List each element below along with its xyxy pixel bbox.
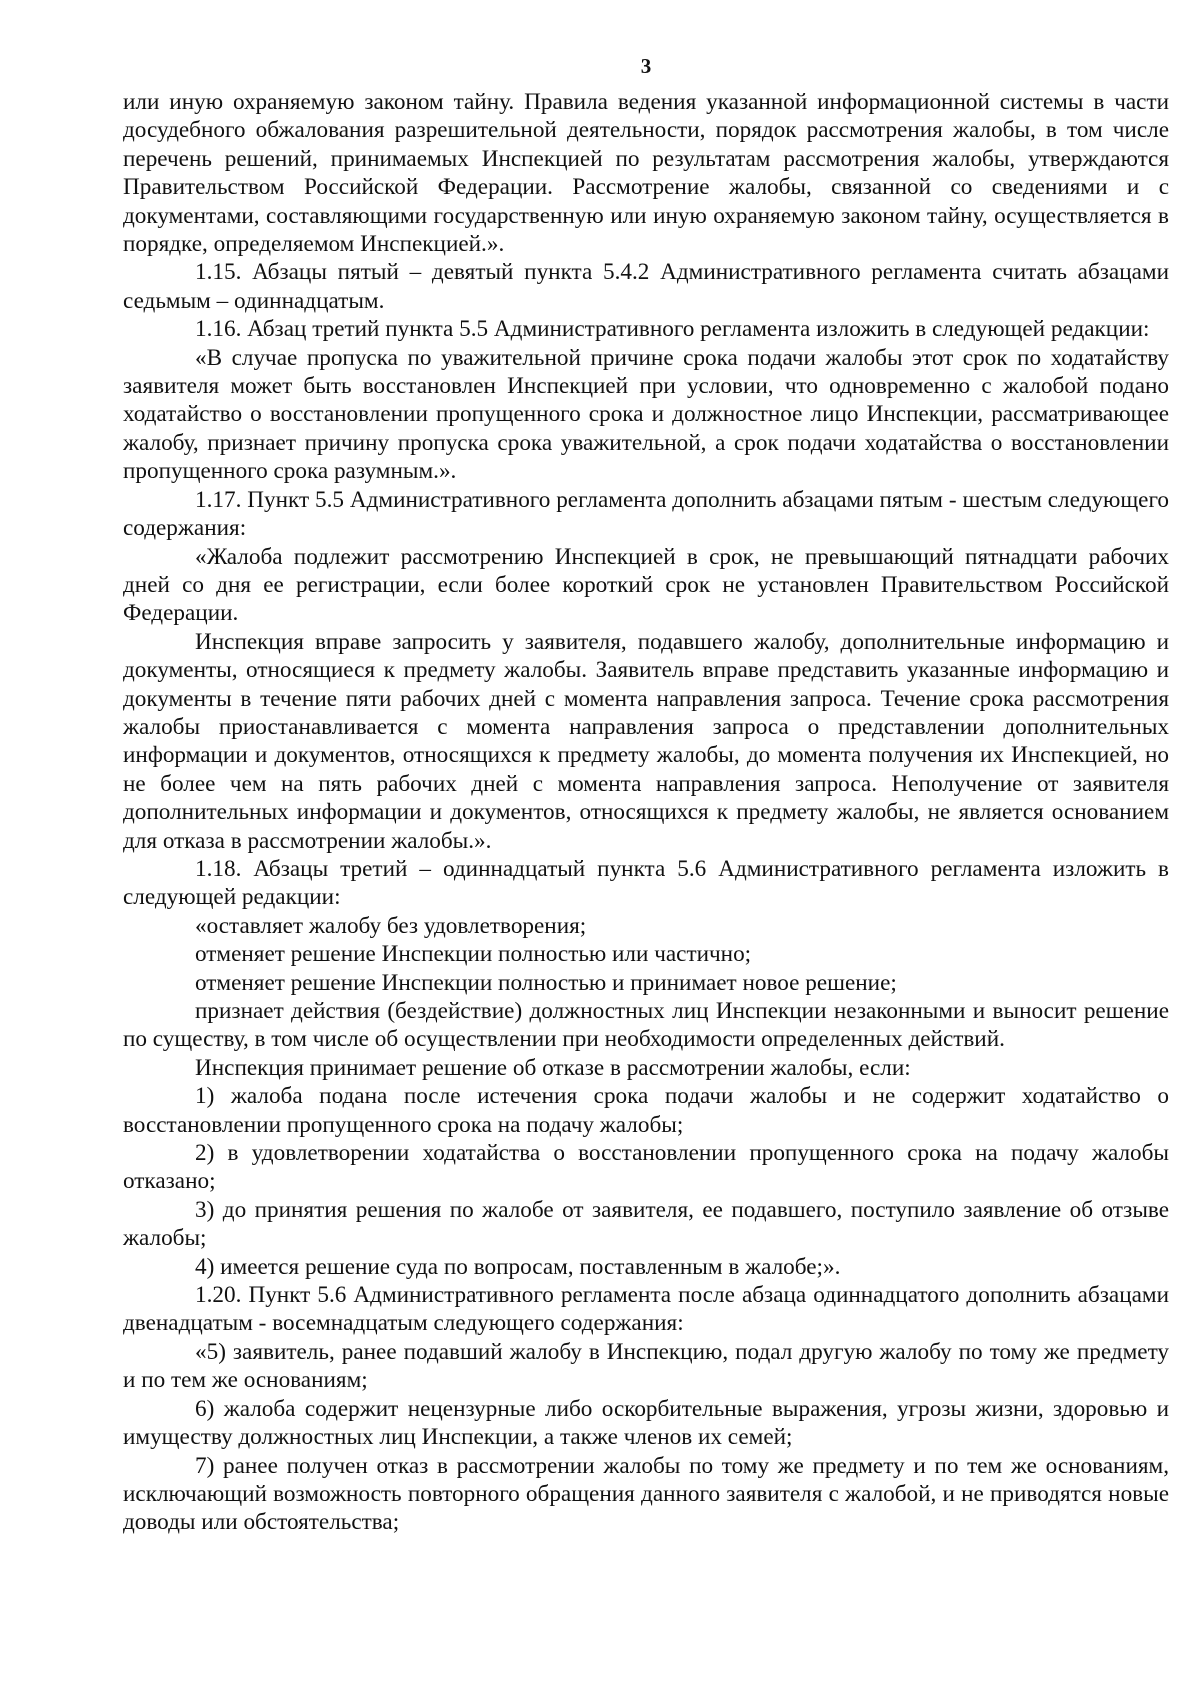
paragraph: 3) до принятия решения по жалобе от заявителя, ее подавшего, поступило заявление об отзыве жалобы; [123, 1196, 1169, 1252]
paragraph: 4) имеется решение суда по вопросам, поставленным в жалобе;». [195, 1253, 841, 1280]
paragraph: «5) заявитель, ранее подавший жалобу в Инспекцию, подал другую жалобу по тому же предмету и по тем же основаниям; [123, 1338, 1169, 1394]
paragraph: отменяет решение Инспекции полностью или частично; [195, 941, 752, 968]
paragraph: 1) жалоба подана после истечения срока подачи жалобы и не содержит ходатайство о восстановлении пропущенного срока на подачу жалобы; [123, 1083, 1169, 1138]
paragraph: Инспекция вправе запросить у заявителя, подавшего жалобу, дополнительные информацию и документы, относящиеся к предмету жалобы. Заявитель вправе представить указанные информацию и документы в течение пяти рабочих дней с момента направления запроса. Течение срока рассмотрения жалобы приостанавливается с момента направления запроса о представлении дополнительных информации и документов, относящихся к предмету жалобы, до момента получения их Инспекцией, но не более чем на пять рабочих дней с момента направления запроса. Неполучение от заявителя дополнительных информации и документов, относящихся к предмету жалобы, не является основанием для отказа в рассмотрении жалобы.». [123, 628, 1169, 854]
paragraph: или иную охраняемую законом тайну. Правила ведения указанной информационной системы в части досудебного обжалования разрешительной деятельности, порядок рассмотрения жалобы, в том числе перечень решений, принимаемых Инспекцией по результатам рассмотрения жалобы, утверждаются Правительством Российской Федерации. Рассмотрение жалобы, связанной со сведениями и с документами, составляющими государственную или иную охраняемую законом тайну, осуществляется в порядке, определяемом Инспекцией.». [123, 89, 1169, 258]
paragraph: 1.17. Пункт 5.5 Административного регламента дополнить абзацами пятым - шестым следующего содержания: [123, 486, 1169, 542]
paragraph: «оставляет жалобу без удовлетворения; [195, 912, 587, 939]
document-body [123, 88, 1169, 1537]
paragraph: 6) жалоба содержит нецензурные либо оскорбительные выражения, угрозы жизни, здоровью и имуществу должностных лиц Инспекции, а также членов их семей; [123, 1395, 1169, 1451]
paragraph: «В случае пропуска по уважительной причине срока подачи жалобы этот срок по ходатайству заявителя может быть восстановлен Инспекцией при условии, что одновременно с жалобой подано ходатайство о восстановлении пропущенного срока и должностное лицо Инспекции, рассматривающее жалобу, признает причину пропуска срока уважительной, а срок подачи ходатайства о восстановлении пропущенного срока разумным.». [123, 344, 1169, 485]
paragraph: «Жалоба подлежит рассмотрению Инспекцией в срок, не превышающий пятнадцати рабочих дней со дня ее регистрации, если более короткий срок не установлен Правительством Российской Федерации. [123, 543, 1169, 627]
document-page [123, 52, 1169, 1537]
paragraph: Инспекция принимает решение об отказе в рассмотрении жалобы, если: [195, 1054, 911, 1081]
paragraph: 1.20. Пункт 5.6 Административного регламента после абзаца одиннадцатого дополнить абзацами двенадцатым - восемнадцатым следующего содержания: [123, 1282, 1169, 1337]
paragraph: 1.18. Абзацы третий – одиннадцатый пункта 5.6 Административного регламента изложить в следующей редакции: [123, 855, 1169, 911]
paragraph: 2) в удовлетворении ходатайства о восстановлении пропущенного срока на подачу жалобы отказано; [123, 1140, 1169, 1195]
paragraph: отменяет решение Инспекции полностью и принимает новое решение; [195, 969, 897, 996]
paragraph: 7) ранее получен отказ в рассмотрении жалобы по тому же предмету и по тем же основаниям, исключающий возможность повторного обращения данного заявителя с жалобой, и не приводятся новые доводы или обстоятельства; [123, 1452, 1169, 1536]
paragraph: 1.15. Абзацы пятый – девятый пункта 5.4.2 Административного регламента считать абзацами седьмым – одиннадцатым. [123, 259, 1169, 314]
paragraph: признает действия (бездействие) должностных лиц Инспекции незаконными и выносит решение по существу, в том числе об осуществлении при необходимости определенных действий. [123, 998, 1169, 1053]
paragraph: 1.16. Абзац третий пункта 5.5 Административного регламента изложить в следующей редакции: [195, 316, 1150, 343]
page-number: 3 [640, 54, 652, 78]
